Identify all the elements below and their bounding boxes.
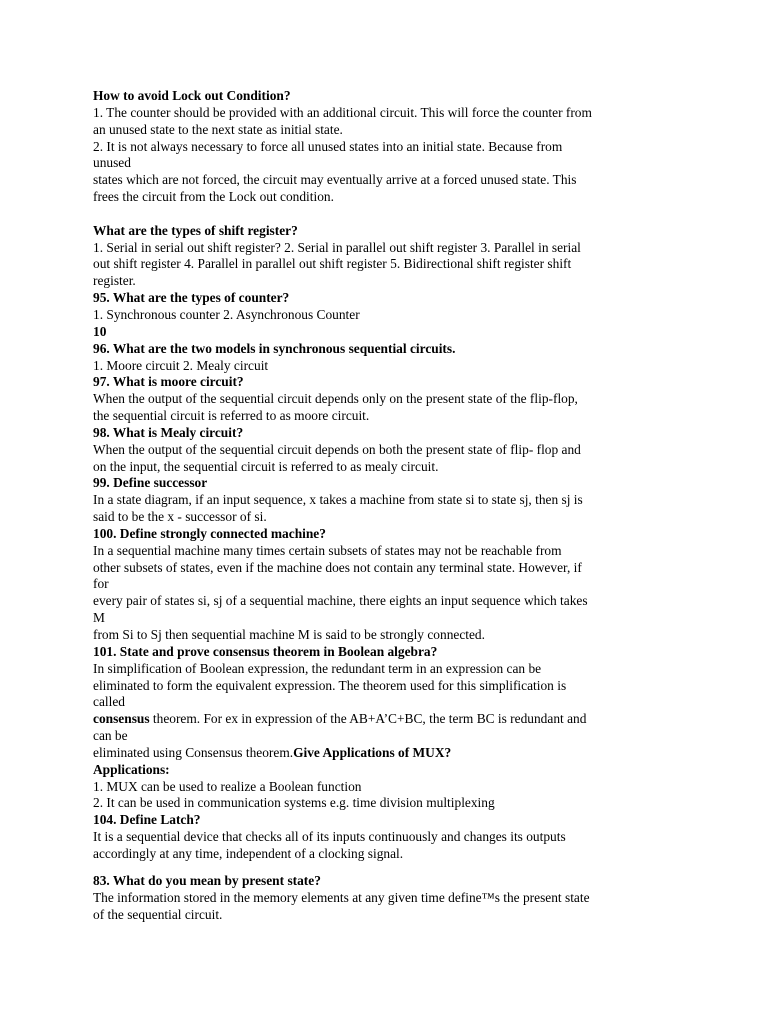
- text-line: In simplification of Boolean expression, the redundant term in an expression can be: [93, 660, 542, 676]
- text-line: The information stored in the memory elements at any given time define™s the present state: [93, 889, 590, 905]
- text-line: M: [93, 610, 105, 626]
- text-line: frees the circuit from the Lock out condition.: [93, 189, 334, 205]
- paragraph-spacer: [93, 206, 673, 223]
- section-heading: What are the types of shift register?: [93, 222, 298, 238]
- text-line: of the sequential circuit.: [93, 906, 223, 922]
- text-line: an unused state to the next state as initial state.: [93, 121, 343, 137]
- inline-text: theorem. For ex in expression of the AB+A’C+BC, the term BC is redundant and: [149, 711, 587, 727]
- text-line: from Si to Sj then sequential machine M is said to be strongly connected.: [93, 627, 485, 642]
- text-line: 2. It is not always necessary to force all unused states into an initial state. Because from: [93, 138, 563, 154]
- text-line: out shift register 4. Parallel in parallel out shift register 5. Bidirectional shift register shift: [93, 256, 572, 272]
- text-line: When the output of the sequential circuit depends only on the present state of the flip-flop,: [93, 391, 578, 407]
- paragraph-spacer: [93, 863, 673, 873]
- document-body: [93, 88, 673, 923]
- section-heading: 104. Define Latch?: [93, 812, 201, 828]
- text-line: [93, 745, 673, 762]
- inline-text: eliminated using Consensus theorem.: [93, 744, 294, 760]
- text-line: It is a sequential device that checks all of its inputs continuously and changes its outputs: [93, 829, 566, 845]
- text-line: unused: [93, 155, 131, 171]
- text-line: every pair of states si, sj of a sequential machine, there eights an input sequence which takes: [93, 593, 588, 609]
- section-heading: 97. What is moore circuit?: [93, 374, 244, 390]
- section-heading: 101. State and prove consensus theorem in Boolean algebra?: [93, 643, 438, 659]
- section-heading: 99. Define successor: [93, 475, 208, 491]
- text-line: on the input, the sequential circuit is referred to as mealy circuit.: [93, 458, 439, 474]
- text-line: When the output of the sequential circuit depends on both the present state of flip- flop and: [93, 441, 581, 457]
- section-heading: How to avoid Lock out Condition?: [93, 88, 291, 103]
- text-line: 1. Serial in serial out shift register? 2. Serial in parallel out shift register 3. Parallel in serial: [93, 239, 581, 255]
- text-line: 2. It can be used in communication systems e.g. time division multiplexing: [93, 795, 495, 811]
- section-heading: Applications:: [93, 761, 170, 777]
- text-line: In a state diagram, if an input sequence, x takes a machine from state si to state sj, then sj is: [93, 492, 583, 508]
- text-line: register.: [93, 273, 136, 289]
- text-line: called: [93, 694, 125, 710]
- text-line: accordingly at any time, independent of a clocking signal.: [93, 845, 404, 861]
- inline-heading: Give Applications of MUX?: [293, 744, 452, 760]
- text-line: 1. Moore circuit 2. Mealy circuit: [93, 357, 269, 373]
- document-page: [93, 88, 673, 923]
- section-heading: 95. What are the types of counter?: [93, 290, 290, 306]
- text-line: for: [93, 576, 109, 592]
- text-line: states which are not forced, the circuit may eventually arrive at a forced unused state. This: [93, 172, 577, 188]
- text-line: the sequential circuit is referred to as moore circuit.: [93, 408, 370, 424]
- text-line: [93, 711, 673, 728]
- section-heading: 10: [93, 323, 107, 339]
- section-heading: 100. Define strongly connected machine?: [93, 525, 326, 541]
- text-line: said to be the x - successor of si.: [93, 509, 267, 525]
- inline-heading: consensus: [93, 711, 150, 727]
- text-line: can be: [93, 728, 128, 744]
- text-line: In a sequential machine many times certain subsets of states may not be reachable from: [93, 542, 562, 558]
- text-line: 1. MUX can be used to realize a Boolean function: [93, 778, 362, 794]
- text-line: eliminated to form the equivalent expression. The theorem used for this simplification is: [93, 677, 567, 693]
- section-heading: 98. What is Mealy circuit?: [93, 424, 244, 440]
- text-line: 1. Synchronous counter 2. Asynchronous Counter: [93, 306, 360, 322]
- text-line: other subsets of states, even if the machine does not contain any terminal state. However, if: [93, 559, 582, 575]
- section-heading: 83. What do you mean by present state?: [93, 872, 321, 888]
- text-line: 1. The counter should be provided with an additional circuit. This will force the counter from: [93, 104, 592, 120]
- section-heading: 96. What are the two models in synchronous sequential circuits.: [93, 340, 456, 356]
